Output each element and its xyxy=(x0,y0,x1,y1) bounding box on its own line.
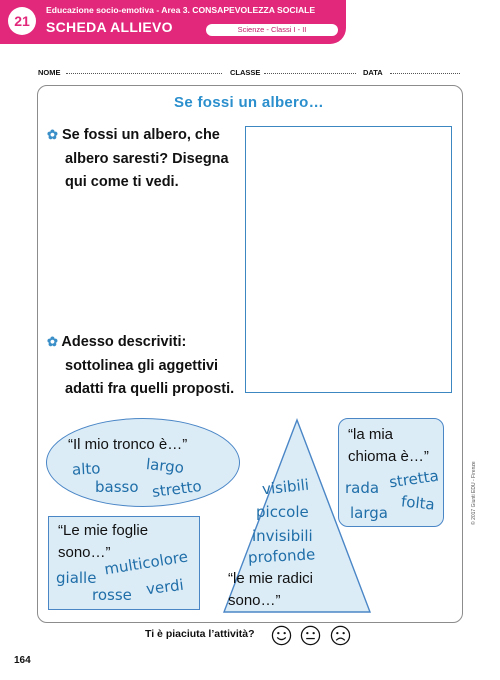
date-field[interactable] xyxy=(390,73,460,74)
roots-word[interactable]: piccole xyxy=(256,503,309,521)
worksheet-number-badge: 21 xyxy=(8,7,36,35)
sad-face-icon[interactable] xyxy=(330,625,351,646)
question-1 xyxy=(47,123,229,195)
leaves-word[interactable]: gialle xyxy=(56,569,97,587)
crown-word[interactable]: stretta xyxy=(387,466,440,492)
flower-bullet-icon: ✿ xyxy=(47,334,58,349)
question-1-line: Se fossi un albero, che xyxy=(61,127,220,143)
class-label: CLASSE xyxy=(230,68,261,77)
trunk-prompt: “Il mio tronco è…” xyxy=(68,436,188,453)
happy-face-icon[interactable] xyxy=(271,625,292,646)
page-number: 164 xyxy=(14,655,31,666)
question-1-line: albero saresti? Disegna xyxy=(65,150,229,167)
leaves-prompt: “Le mie foglie sono…” xyxy=(58,522,149,561)
name-label: NOME xyxy=(38,68,61,77)
roots-word[interactable]: invisibili xyxy=(252,527,313,545)
trunk-word[interactable]: stretto xyxy=(151,477,203,501)
drawing-area[interactable] xyxy=(245,126,452,393)
crown-word[interactable]: folta xyxy=(400,492,436,514)
neutral-face-icon[interactable] xyxy=(300,625,321,646)
worksheet-title: Se fossi un albero… xyxy=(174,94,324,111)
roots-prompt: “le mie radici sono…” xyxy=(228,570,314,609)
rating-question: Ti è piaciuta l’attività? xyxy=(145,628,255,640)
class-field[interactable] xyxy=(264,73,356,74)
question-1-line: qui come ti vedi. xyxy=(65,174,179,190)
trunk-word[interactable]: basso xyxy=(95,478,139,496)
question-2-line: adatti fra quelli proposti. xyxy=(65,381,235,397)
leaves-word[interactable]: verdi xyxy=(145,575,185,599)
flower-bullet-icon: ✿ xyxy=(47,127,58,142)
side-credit: © 2017 Giunti EDU - Firenze xyxy=(471,461,477,525)
header-subject: Educazione socio-emotiva - Area 3. CONSAPEVOLEZZA SOCIALE xyxy=(46,5,316,15)
header-sheet-type: SCHEDA ALLIEVO xyxy=(46,19,173,35)
header-subject-pill: Scienze - Classi I - II xyxy=(206,24,338,36)
crown-prompt: “la mia chioma è…” xyxy=(348,426,429,465)
question-2-line: Adesso descriviti: xyxy=(61,334,187,350)
trunk-word[interactable]: alto xyxy=(71,459,101,479)
crown-word[interactable]: larga xyxy=(350,504,388,522)
roots-word[interactable]: visibili xyxy=(261,475,310,499)
leaves-word[interactable]: rosse xyxy=(92,586,132,604)
question-2 xyxy=(47,330,234,402)
leaves-word[interactable]: multicolore xyxy=(103,547,190,579)
roots-word[interactable]: profonde xyxy=(247,545,316,567)
question-2-line: sottolinea gli aggettivi xyxy=(65,357,219,374)
name-field[interactable] xyxy=(66,73,222,74)
crown-word[interactable]: rada xyxy=(345,479,380,497)
date-label: DATA xyxy=(363,68,383,77)
trunk-word[interactable]: largo xyxy=(145,455,185,477)
